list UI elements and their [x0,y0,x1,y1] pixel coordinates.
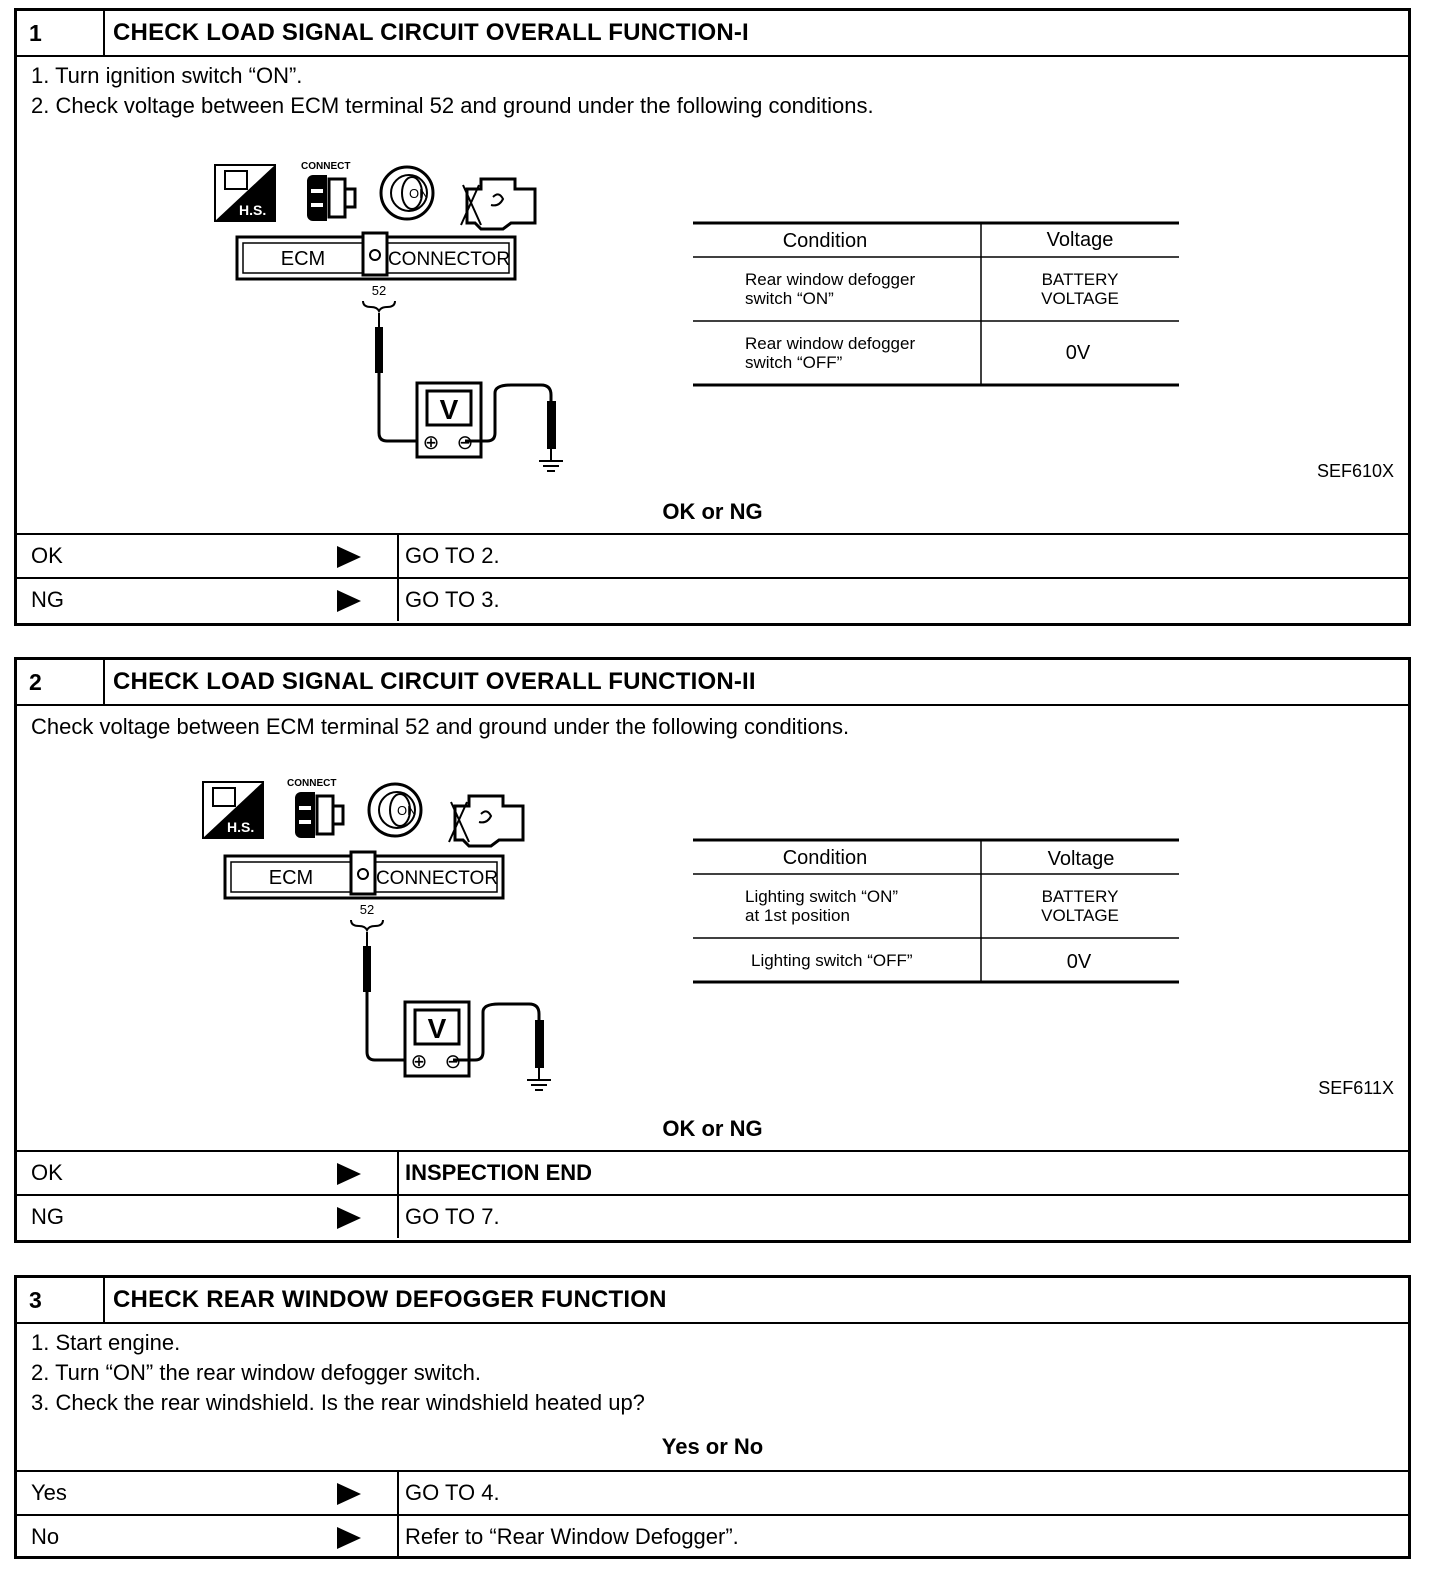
arrow-icon [337,1163,361,1185]
table-cell-voltage: 0V [1065,342,1091,364]
step-number: 2 [17,660,105,704]
step-header [17,11,1408,57]
connect-icon [301,161,355,221]
outcome-row [17,533,1408,577]
hs-icon [203,782,263,838]
outcome-value: GO TO 3. [405,587,500,612]
table-header-voltage: Voltage [1047,848,1115,870]
outcome-row [17,577,1408,621]
instruction-line: Check voltage between ECM terminal 52 and ground under the following conditions. [31,714,850,739]
outcome-key: No [31,1524,60,1549]
table-cell-voltage: VOLTAGE [1041,289,1119,308]
on-label: ON [397,803,417,818]
outcome-key: NG [31,1204,64,1229]
ecm-connector [237,233,515,311]
outcome-value: GO TO 7. [405,1204,500,1229]
minus-terminal: ⊖ [456,432,474,454]
connector-label: CONNECTOR [375,868,499,889]
table-cell-voltage: VOLTAGE [1041,906,1119,925]
ecm-connector [225,852,503,930]
voltage-table [693,840,1179,982]
instructions [31,1328,645,1418]
outcome-value: GO TO 4. [405,1480,500,1505]
ground-symbol [539,461,563,471]
instruction-line: 3. Check the rear windshield. Is the rear windshield heated up? [31,1390,645,1415]
on-label: ON [409,186,429,201]
decision-label: OK or NG [662,1116,763,1141]
step-1 [14,8,1411,626]
figure-code: SEF611X [1318,1078,1394,1098]
instruction-line: 2. Check voltage between ECM terminal 52 and ground under the following conditions. [31,93,874,118]
arrow-icon [337,1483,361,1505]
table-cell-condition: Rear window defogger [745,270,916,289]
hs-label: H.S. [239,202,267,218]
instruction-line: 1. Start engine. [31,1330,181,1355]
step-number: 3 [17,1278,105,1322]
ground-symbol [527,1080,551,1090]
ignition-on-icon [381,167,433,219]
outcome-row [17,1150,1408,1194]
engine-off-icon [449,796,523,846]
instruction-line: 1. Turn ignition switch “ON”. [31,63,303,88]
figure-code: SEF610X [1316,461,1394,481]
decision-label: Yes or No [661,1434,764,1459]
table-header-condition: Condition [782,847,868,869]
voltmeter [375,313,556,461]
engine-off-icon [461,179,535,229]
step-number: 1 [17,11,105,55]
table-cell-condition: Rear window defogger [745,334,916,353]
connect-label: CONNECT [301,161,351,172]
table-cell-condition: switch “ON” [745,289,834,308]
arrow-icon [337,1527,361,1549]
outcome-row [17,1514,1408,1558]
hs-label: H.S. [227,819,255,835]
decision-label: OK or NG [662,499,763,524]
outcome-row [17,1194,1408,1238]
voltmeter [363,932,544,1080]
table-header-voltage: Voltage [1046,229,1114,251]
table-cell-voltage: BATTERY [1041,270,1119,289]
table-cell-condition: Lighting switch “ON” [745,887,899,906]
ecm-label: ECM [280,248,326,270]
step-header [17,1278,1408,1324]
step-title: CHECK LOAD SIGNAL CIRCUIT OVERALL FUNCTION-I [113,19,749,46]
outcome-value: Refer to “Rear Window Defogger”. [405,1524,739,1549]
table-cell-condition: at 1st position [745,906,850,925]
voltage-table [693,223,1179,385]
meter-label: V [427,1013,447,1044]
plus-terminal: ⊕ [422,432,440,454]
outcome-row [17,1470,1408,1514]
terminal-label: 52 [359,902,375,917]
table-cell-condition: Lighting switch “OFF” [751,951,913,970]
ecm-label: ECM [268,867,314,889]
connect-label: CONNECT [287,778,337,789]
hs-icon [215,165,275,221]
step-title: CHECK REAR WINDOW DEFOGGER FUNCTION [113,1286,667,1313]
connect-icon [287,778,343,838]
arrow-icon [337,546,361,568]
arrow-icon [337,1207,361,1229]
table-cell-voltage: 0V [1066,951,1092,973]
instruction-line: 2. Turn “ON” the rear window defogger switch. [31,1360,481,1385]
circuit-diagram [17,706,1408,1106]
step-2 [14,657,1411,1243]
outcome-value: INSPECTION END [405,1160,593,1185]
step-3 [14,1275,1411,1559]
outcome-key: NG [31,587,64,612]
outcome-key: OK [31,543,63,568]
table-cell-condition: switch “OFF” [745,353,843,372]
circuit-diagram [17,57,1408,497]
step-title: CHECK LOAD SIGNAL CIRCUIT OVERALL FUNCTION-II [113,668,756,695]
meter-label: V [439,394,459,425]
arrow-icon [337,590,361,612]
table-cell-voltage: BATTERY [1041,887,1119,906]
step-header [17,660,1408,706]
outcome-key: OK [31,1160,63,1185]
ignition-on-icon [369,784,421,836]
plus-terminal: ⊕ [410,1051,428,1073]
connector-label: CONNECTOR [387,249,511,270]
terminal-label: 52 [371,283,387,298]
outcome-key: Yes [31,1480,67,1505]
minus-terminal: ⊖ [444,1051,462,1073]
outcome-value: GO TO 2. [405,543,500,568]
table-header-condition: Condition [782,230,868,252]
